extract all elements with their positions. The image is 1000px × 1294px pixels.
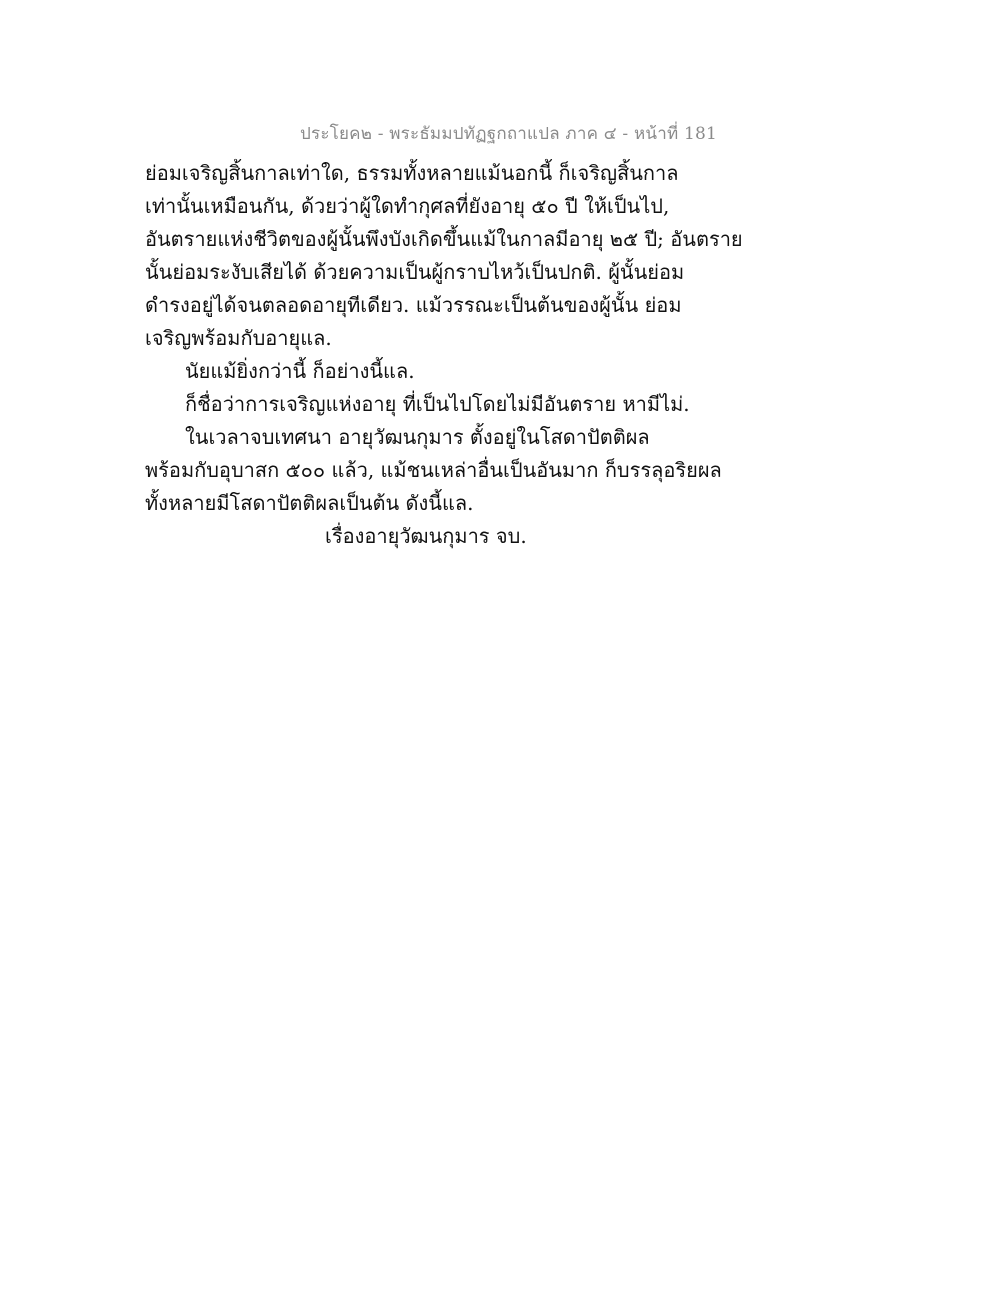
- text-line: ทั้งหลายมีโสดาปัตติผลเป็นต้น ดังนี้แล.: [145, 491, 474, 515]
- text-line: พร้อมกับอุบาสก ๕๐๐ แล้ว, แม้ชนเหล่าอื่นเป็นอันมาก ก็บรรลุอริยผล: [145, 458, 722, 482]
- text-line: ย่อมเจริญสิ้นกาลเท่าใด, ธรรมทั้งหลายแม้นอกนี้ ก็เจริญสิ้นกาล: [145, 161, 679, 185]
- paragraph-line-indented: ในเวลาจบเทศนา อายุวัฒนกุมาร ตั้งอยู่ในโสดาปัตติผล: [185, 425, 650, 449]
- text-line: ดำรงอยู่ได้จนตลอดอายุทีเดียว. แม้วรรณะเป็นต้นของผู้นั้น ย่อม: [145, 293, 682, 317]
- running-header: ประโยค๒ - พระธัมมปทัฏฐกถาแปล ภาค ๔ - หน้าที่ 181: [300, 124, 717, 144]
- paragraph-line-indented: ก็ชื่อว่าการเจริญแห่งอายุ ที่เป็นไปโดยไม่มีอันตราย หามีไม่.: [185, 392, 690, 416]
- paragraph-line-indented: นัยแม้ยิ่งกว่านี้ ก็อย่างนี้แล.: [185, 359, 415, 383]
- text-line: นั้นย่อมระงับเสียได้ ด้วยความเป็นผู้กราบไหว้เป็นปกติ. ผู้นั้นย่อม: [145, 260, 685, 284]
- text-line: อันตรายแห่งชีวิตของผู้นั้นพึงบังเกิดขึ้นแม้ในกาลมีอายุ ๒๕ ปี; อันตราย: [145, 227, 743, 251]
- text-line: เจริญพร้อมกับอายุแล.: [145, 326, 332, 350]
- text-line: เท่านั้นเหมือนกัน, ด้วยว่าผู้ใดทำกุศลที่ยังอายุ ๕๐ ปี ให้เป็นไป,: [145, 194, 670, 218]
- body-text: [145, 157, 745, 553]
- story-end-line: เรื่องอายุวัฒนกุมาร จบ.: [325, 524, 527, 548]
